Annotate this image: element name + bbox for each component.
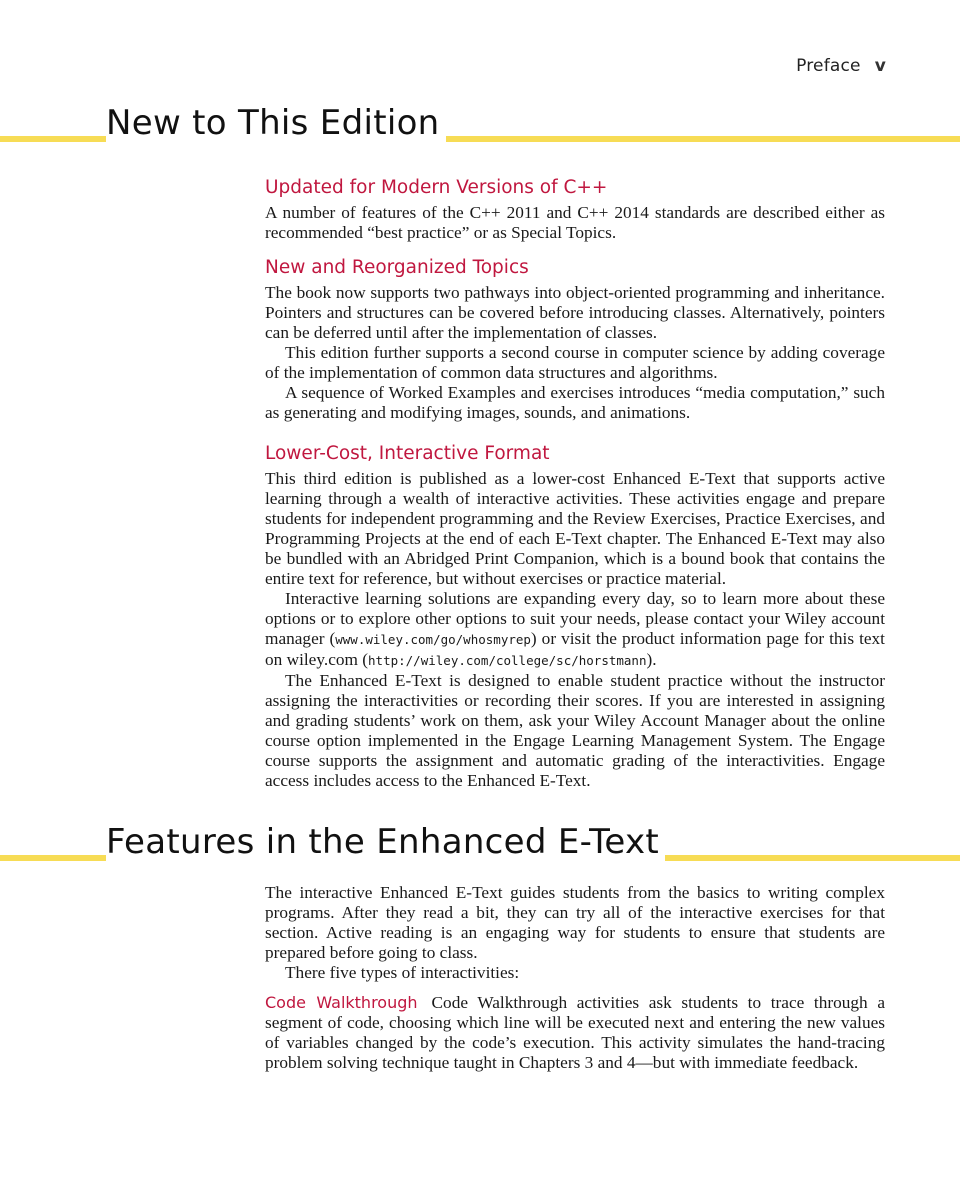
section-body-features (265, 883, 885, 1073)
page-number: v (874, 56, 886, 76)
text-run: ) or visit the product information page for this text on wiley.com ( (265, 629, 885, 669)
paragraph: The interactive Enhanced E-Text guides students from the basics to writing complex programs. After they read a bit, they can try all of the interactive exercises for that section. Active reading is an engaging way for students to ensure that students are prepared before going to class. (265, 883, 885, 962)
subsection-title: Updated for Modern Versions of C++ (265, 177, 608, 198)
text-run: Code Walkthrough activities ask students to trace through a segment of code, choosing which line will be executed next and entering the new values of variables changed by the code’s execution. This activity simulates the hand-tracing problem solving technique taught in Chapters 3 and 4—but with immediate feedback. (265, 993, 885, 1072)
running-head (796, 56, 886, 76)
paragraph (265, 993, 885, 1073)
running-head-title: Preface (796, 56, 861, 76)
paragraph: This third edition is published as a lower-cost Enhanced E-Text that supports active learning through a wealth of interactive activities. These activities engage and prepare students for independent programming and the Review Exercises, Practice Exercises, and Programming Projects at the end of each E-Text chapter. The Enhanced E-Text may also be bundled with an Abridged Print Companion, which is a bound book that contains the entire text for reference, but without exercises or practice material. (265, 469, 885, 588)
section-title: New to This Edition (106, 103, 446, 143)
paragraph: A sequence of Worked Examples and exercises introduces “media computation,” such as generating and modifying images, sounds, and animations. (265, 383, 885, 422)
runin-heading: Code Walkthrough (265, 993, 418, 1012)
subsection-title: New and Reorganized Topics (265, 257, 529, 278)
text-run: ). (646, 650, 657, 669)
paragraph: The Enhanced E-Text is designed to enable student practice without the instructor assigning the interactivities or recording their scores. If you are interested in assigning and grading students’ work on them, ask your Wiley Account Manager about the online course option implemented in the Engage Learning Management System. The Engage course supports the assignment and automatic grading of the interactivities. Engage access includes access to the Enhanced E-Text. (265, 671, 885, 790)
paragraph (265, 589, 885, 671)
product-page-link[interactable]: http://wiley.com/college/sc/horstmann (368, 653, 647, 668)
paragraph: There five types of interactivities: (285, 963, 520, 982)
section-body-new-edition (265, 177, 885, 791)
paragraph: A number of features of the C++ 2011 and C++ 2014 standards are described either as recommended “best practice” or as Special Topics. (265, 203, 885, 242)
paragraph: The book now supports two pathways into object-oriented programming and inheritance. Pointers and structures can be covered before introducing classes. Alternatively, pointers can be deferred until after the implementation of classes. (265, 283, 885, 342)
section-title: Features in the Enhanced E-Text (106, 822, 665, 862)
whosmyrep-link[interactable]: www.wiley.com/go/whosmyrep (335, 632, 531, 647)
paragraph: This edition further supports a second course in computer science by adding coverage of the implementation of common data structures and algorithms. (265, 343, 885, 382)
subsection-title: Lower-Cost, Interactive Format (265, 443, 550, 464)
text-run: Interactive learning solutions are expanding every day, so to learn more about these options or to explore other options to suit your needs, please contact your Wiley account manager ( (265, 589, 885, 648)
